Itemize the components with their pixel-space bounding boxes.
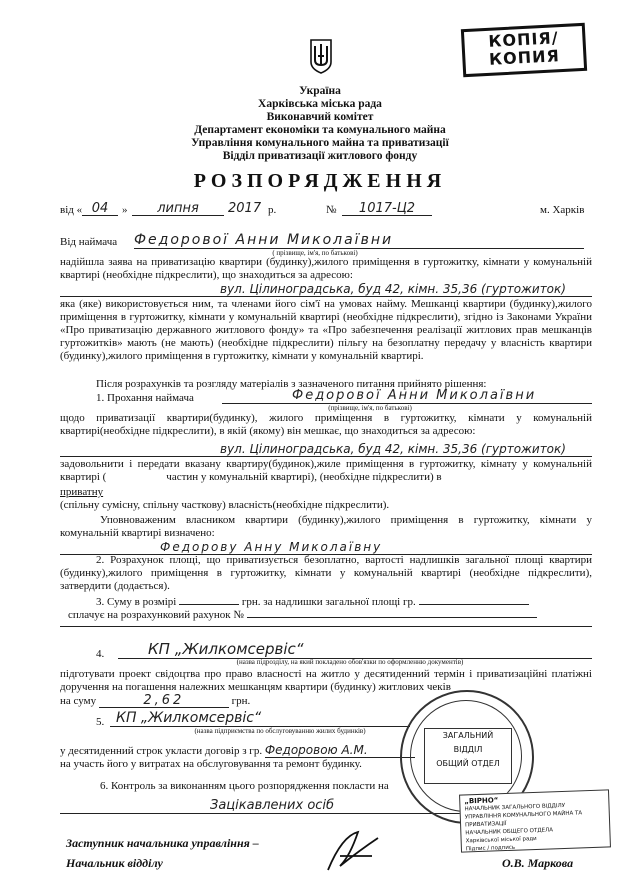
contract-text: у десятиденний строк укласти договір з гр. bbox=[60, 745, 263, 757]
doc-number-prefix: № bbox=[326, 204, 337, 216]
contract-person: Федоровою А.М. bbox=[265, 744, 415, 758]
date-line bbox=[60, 202, 590, 218]
paragraph-1: надійшла заява на приватизацію квартири (будинку),жилого приміщення в гуртожитку, кімнати у комунальній квартирі (необхідне підкреслити), що знаходиться за адресою: bbox=[60, 256, 592, 281]
verno-title: „ВІРНО“ bbox=[464, 796, 499, 806]
date-day: 04 bbox=[82, 202, 118, 216]
account-label: сплачує на розрахунковий рахунок № bbox=[68, 609, 244, 621]
city: м. Харків bbox=[540, 204, 585, 216]
paragraph-5a: задовольнити і передати вказану квартиру(будинок),жиле приміщення в гуртожитку, кімнату у комунальній квартирі ( bbox=[60, 458, 592, 483]
date-month: липня bbox=[132, 202, 224, 216]
paragraph-3: Після розрахунків та розгляду матеріалів з зазначеного питання прийнято рішення: bbox=[96, 378, 487, 390]
paragraph-8 bbox=[96, 596, 592, 609]
paragraph-7: 2. Розрахунок площі, що приватизується безоплатно, вартості надлишків загальної площі квартири (будинку),жилого приміщення в гуртожитку, кімнати у комунальній квартирі (необхідне підкреслити), затвердити (додається). bbox=[60, 554, 592, 592]
paragraph-5b: частин у комунальній квартирі), (необхідне підкреслити) в bbox=[166, 471, 442, 483]
item-1-caption: (прізвище, ім'я, по батькові) bbox=[328, 404, 412, 412]
verno-line-3: НАЧАЛЬНИК ОБЩЕГО ОТДЕЛА bbox=[465, 827, 554, 837]
item-1-name: Федорової Анни Миколаївни bbox=[222, 388, 592, 404]
item-5-caption: (назва підприємства по обслуговуванню жилих будинків) bbox=[194, 727, 366, 735]
sum-label: 3. Суму в розмірі bbox=[96, 596, 177, 608]
date-year: 2017 bbox=[228, 201, 262, 216]
date-year-suffix: р. bbox=[268, 204, 277, 216]
verno-stamp bbox=[459, 789, 611, 852]
paragraph-11: 6. Контроль за виконанням цього розпорядження покласти на bbox=[100, 780, 389, 792]
address-handwritten-2: вул. Цілиноградська, буд 42, кімн. 35,36 (гуртожиток) bbox=[60, 442, 592, 457]
signatory-name: О.В. Маркова bbox=[502, 856, 574, 870]
paragraph-5c: приватну bbox=[60, 486, 104, 498]
applicant-caption: ( прізвище, ім'я, по батькові) bbox=[272, 249, 358, 257]
header-country: Україна bbox=[299, 85, 341, 97]
copy-stamp bbox=[461, 23, 587, 77]
header-department: Департамент економіки та комунального майна bbox=[194, 124, 446, 136]
round-stamp-line-1: ЗАГАЛЬНИЙ bbox=[442, 731, 494, 740]
paragraph-6: Уповноваженим власником квартири (будинку),жилого приміщення в гуртожитку, кімнати у комунальній квартирі визначено: bbox=[60, 514, 592, 539]
paragraph-9: підготувати проект свідоцтва про право власності на житло у десятиденний термін і приватизаційні платіжні доручення на погашення належних мешканцям квартири (будинку) житлових чеків bbox=[60, 668, 592, 693]
applicant-name: Федорової Анни Миколаївни bbox=[134, 232, 584, 249]
header-council: Харківська міська рада bbox=[258, 98, 382, 110]
date-prefix: від « bbox=[60, 204, 83, 216]
item-4-handwritten: КП „Жилкомсервіс“ bbox=[118, 640, 592, 659]
paragraph-4: щодо приватизації квартири(будинку), жилого приміщення в гуртожитку, кімнати у комунальній квартирі(необхідне підкреслити), в якій (якому) він мешкає, що знаходиться за адресою: bbox=[60, 412, 592, 437]
header-division: Відділ приватизації житлового фонду bbox=[222, 150, 418, 162]
paragraph-10b: на участь його у витратах на обслуговування та ремонт будинку. bbox=[60, 758, 362, 770]
sum-amount: 2,62 bbox=[99, 694, 229, 708]
verno-line-5: Підпис / подпись bbox=[465, 844, 516, 853]
round-stamp-line-2: ВІДДІЛ bbox=[453, 745, 483, 754]
round-stamp-line-3: ОБЩИЙ ОТДЕЛ bbox=[436, 759, 500, 768]
verno-line-4: Харківської міської ради bbox=[465, 835, 537, 845]
letterhead bbox=[120, 85, 520, 163]
verno-line-2: УПРАВЛІННЯ КОМУНАЛЬНОГО МАЙНА ТА ПРИВАТИЗАЦІЇ bbox=[464, 810, 583, 829]
paragraph-8c bbox=[68, 609, 592, 622]
blank-line bbox=[60, 626, 592, 627]
doc-title: РОЗПОРЯДЖЕННЯ bbox=[193, 170, 447, 192]
item-5-label: 5. bbox=[96, 716, 105, 728]
date-mid: » bbox=[122, 204, 128, 216]
signature-title-1: Заступник начальника управління – bbox=[66, 836, 259, 850]
owner-handwritten: Федорову Анну Миколаївну bbox=[60, 540, 592, 555]
paragraph-2: яка (яке) використовується ним, та членами його сім'ї на умовах найму. Мешканці квартири (будинку),жилого приміщення в гуртожитку, кімнати у комунальній квартирі (необхідне підкреслити), згідно із Законами України «Про приватизацію державного житлового фонду» та «Про забезпечення реалізації житлових прав мешканців гуртожитків» мають (не мають) (необхідне підкреслити) пільгу на безоплатну передачу у власність квартири (будинку),жилого приміщення в гуртожитку, кімнати у комунальній квартирі. bbox=[60, 298, 592, 362]
sum-text: грн. за надлишки загальної площі гр. bbox=[241, 596, 416, 608]
copy-stamp-text: КОПІЯ/ КОПИЯ bbox=[487, 28, 561, 69]
item-5-handwritten: КП „Жилкомсервіс“ bbox=[110, 710, 410, 727]
header-committee: Виконавчий комітет bbox=[266, 111, 374, 123]
signature-title-2: Начальник відділу bbox=[66, 856, 163, 870]
coat-of-arms-icon bbox=[308, 38, 334, 74]
verno-line-1: НАЧАЛЬНИК ЗАГАЛЬНОГО ВІДДІЛУ bbox=[464, 802, 566, 813]
sum-amount-label: на суму bbox=[60, 695, 97, 707]
control-handwritten: Зацікавлених осіб bbox=[60, 798, 592, 814]
header-office: Управління комунального майна та приватизації bbox=[191, 137, 449, 149]
round-stamp-text bbox=[424, 728, 512, 784]
paragraph-9-sum bbox=[60, 694, 250, 708]
item-4-caption: (назва підрозділу, на який покладено обов'язки по оформленню документів) bbox=[236, 658, 464, 666]
item-1-label: 1. Прохання наймача bbox=[96, 392, 194, 404]
address-handwritten: вул. Цілиноградська, буд 42, кімн. 35,36 (гуртожиток) bbox=[60, 282, 592, 297]
applicant-label: Від наймача bbox=[60, 236, 118, 248]
item-4-label: 4. bbox=[96, 648, 105, 660]
handwritten-signature bbox=[320, 826, 390, 876]
paragraph-5 bbox=[60, 458, 592, 484]
doc-number: 1017-Ц2 bbox=[342, 202, 432, 216]
sum-currency: грн. bbox=[231, 695, 251, 707]
paragraph-5d: (спільну сумісну, спільну часткову) власність(необхідне підкреслити). bbox=[60, 499, 390, 511]
